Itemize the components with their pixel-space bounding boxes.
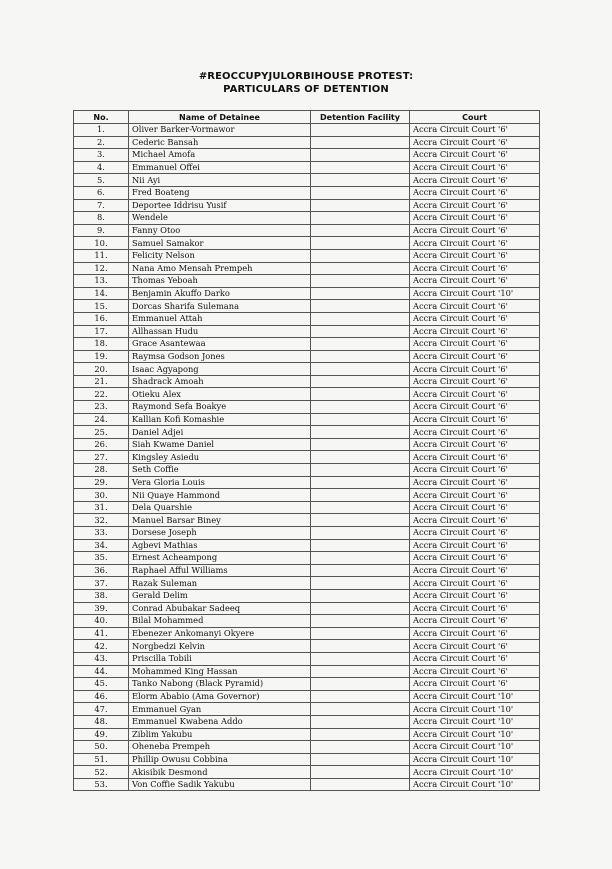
detainee-name: Thomas Yeboah xyxy=(129,275,311,288)
table-row xyxy=(74,615,540,628)
detention-facility xyxy=(311,124,410,137)
detention-facility xyxy=(311,766,410,779)
row-number: 46. xyxy=(74,690,129,703)
table-row xyxy=(74,363,540,376)
table-row xyxy=(74,766,540,779)
court-name: Accra Circuit Court '6' xyxy=(410,212,540,225)
detainee-name: Otieku Alex xyxy=(129,388,311,401)
row-number: 50. xyxy=(74,741,129,754)
detention-facility xyxy=(311,363,410,376)
row-number: 48. xyxy=(74,715,129,728)
detention-facility xyxy=(311,287,410,300)
court-name: Accra Circuit Court '10' xyxy=(410,287,540,300)
table-row xyxy=(74,212,540,225)
detention-facility xyxy=(311,489,410,502)
detainee-name: Wendele xyxy=(129,212,311,225)
detainee-name: Fred Boateng xyxy=(129,186,311,199)
court-name: Accra Circuit Court '6' xyxy=(410,464,540,477)
row-number: 47. xyxy=(74,703,129,716)
detention-facility xyxy=(311,741,410,754)
table-row xyxy=(74,136,540,149)
row-number: 19. xyxy=(74,350,129,363)
row-number: 8. xyxy=(74,212,129,225)
table-row xyxy=(74,300,540,313)
detainee-name: Norgbedzi Kelvin xyxy=(129,640,311,653)
detention-facility xyxy=(311,413,410,426)
table-row xyxy=(74,312,540,325)
court-name: Accra Circuit Court '6' xyxy=(410,237,540,250)
row-number: 41. xyxy=(74,627,129,640)
detainee-name: Tanko Nabong (Black Pyramid) xyxy=(129,678,311,691)
row-number: 34. xyxy=(74,539,129,552)
table-row xyxy=(74,149,540,162)
table-row xyxy=(74,451,540,464)
table-row xyxy=(74,589,540,602)
table-row xyxy=(74,527,540,540)
court-name: Accra Circuit Court '6' xyxy=(410,640,540,653)
table-row xyxy=(74,564,540,577)
table-row xyxy=(74,552,540,565)
table-row xyxy=(74,652,540,665)
court-name: Accra Circuit Court '6' xyxy=(410,275,540,288)
court-name: Accra Circuit Court '6' xyxy=(410,224,540,237)
detainee-name: Cederic Bansah xyxy=(129,136,311,149)
table-row xyxy=(74,690,540,703)
row-number: 39. xyxy=(74,602,129,615)
detainee-name: Akisibik Desmond xyxy=(129,766,311,779)
detention-facility xyxy=(311,312,410,325)
detainee-name: Dela Quarshie xyxy=(129,501,311,514)
detainee-name: Nii Quaye Hammond xyxy=(129,489,311,502)
table-row xyxy=(74,199,540,212)
court-name: Accra Circuit Court '6' xyxy=(410,249,540,262)
court-name: Accra Circuit Court '6' xyxy=(410,501,540,514)
table-body xyxy=(74,124,540,791)
court-name: Accra Circuit Court '10' xyxy=(410,766,540,779)
detainee-name: Seth Coffie xyxy=(129,464,311,477)
row-number: 10. xyxy=(74,237,129,250)
detention-facility xyxy=(311,678,410,691)
table-row xyxy=(74,464,540,477)
court-name: Accra Circuit Court '10' xyxy=(410,715,540,728)
row-number: 32. xyxy=(74,514,129,527)
detainee-name: Nii Ayi xyxy=(129,174,311,187)
table-row xyxy=(74,501,540,514)
table-row xyxy=(74,350,540,363)
row-number: 2. xyxy=(74,136,129,149)
detention-facility xyxy=(311,438,410,451)
court-name: Accra Circuit Court '6' xyxy=(410,350,540,363)
detention-facility xyxy=(311,237,410,250)
detention-facility xyxy=(311,174,410,187)
court-name: Accra Circuit Court '10' xyxy=(410,778,540,791)
row-number: 14. xyxy=(74,287,129,300)
court-name: Accra Circuit Court '6' xyxy=(410,401,540,414)
court-name: Accra Circuit Court '6' xyxy=(410,338,540,351)
court-name: Accra Circuit Court '10' xyxy=(410,703,540,716)
detainee-name: Allhassan Hudu xyxy=(129,325,311,338)
row-number: 28. xyxy=(74,464,129,477)
detention-facility xyxy=(311,527,410,540)
row-number: 27. xyxy=(74,451,129,464)
detainee-name: Ernest Acheampong xyxy=(129,552,311,565)
table-row xyxy=(74,224,540,237)
row-number: 37. xyxy=(74,577,129,590)
detainee-name: Felicity Nelson xyxy=(129,249,311,262)
header-name: Name of Detainee xyxy=(129,111,311,124)
detainee-name: Benjamin Akuffo Darko xyxy=(129,287,311,300)
detention-facility xyxy=(311,136,410,149)
table-row xyxy=(74,388,540,401)
detention-facility xyxy=(311,753,410,766)
row-number: 51. xyxy=(74,753,129,766)
table-row xyxy=(74,161,540,174)
table-row xyxy=(74,262,540,275)
row-number: 24. xyxy=(74,413,129,426)
court-name: Accra Circuit Court '6' xyxy=(410,124,540,137)
court-name: Accra Circuit Court '6' xyxy=(410,652,540,665)
row-number: 21. xyxy=(74,375,129,388)
court-name: Accra Circuit Court '6' xyxy=(410,489,540,502)
detention-facility xyxy=(311,728,410,741)
court-name: Accra Circuit Court '6' xyxy=(410,199,540,212)
table-row xyxy=(74,237,540,250)
detainee-name: Mohammed King Hassan xyxy=(129,665,311,678)
court-name: Accra Circuit Court '6' xyxy=(410,300,540,313)
detainee-name: Daniel Adjei xyxy=(129,426,311,439)
row-number: 5. xyxy=(74,174,129,187)
detainee-name: Bilal Mohammed xyxy=(129,615,311,628)
table-row xyxy=(74,715,540,728)
row-number: 29. xyxy=(74,476,129,489)
detention-facility xyxy=(311,690,410,703)
detainee-name: Gerald Delim xyxy=(129,589,311,602)
detention-facility xyxy=(311,652,410,665)
detainee-name: Oliver Barker-Vormawor xyxy=(129,124,311,137)
table-row xyxy=(74,640,540,653)
detention-facility xyxy=(311,615,410,628)
detention-facility xyxy=(311,703,410,716)
court-name: Accra Circuit Court '6' xyxy=(410,325,540,338)
row-number: 11. xyxy=(74,249,129,262)
table-row xyxy=(74,287,540,300)
detention-table xyxy=(73,110,540,791)
detention-facility xyxy=(311,350,410,363)
detainee-name: Siah Kwame Daniel xyxy=(129,438,311,451)
table-row xyxy=(74,401,540,414)
table-row xyxy=(74,426,540,439)
detainee-name: Raphael Afful Williams xyxy=(129,564,311,577)
detention-facility xyxy=(311,552,410,565)
court-name: Accra Circuit Court '6' xyxy=(410,451,540,464)
detention-facility xyxy=(311,249,410,262)
row-number: 44. xyxy=(74,665,129,678)
row-number: 4. xyxy=(74,161,129,174)
detainee-name: Shadrack Amoah xyxy=(129,375,311,388)
table-row xyxy=(74,249,540,262)
row-number: 53. xyxy=(74,778,129,791)
detention-facility xyxy=(311,161,410,174)
row-number: 1. xyxy=(74,124,129,137)
detention-facility xyxy=(311,338,410,351)
row-number: 7. xyxy=(74,199,129,212)
court-name: Accra Circuit Court '6' xyxy=(410,375,540,388)
detention-facility xyxy=(311,564,410,577)
detainee-name: Michael Amofa xyxy=(129,149,311,162)
detainee-name: Raymond Sefa Boakye xyxy=(129,401,311,414)
court-name: Accra Circuit Court '10' xyxy=(410,741,540,754)
court-name: Accra Circuit Court '6' xyxy=(410,136,540,149)
detention-facility xyxy=(311,262,410,275)
row-number: 36. xyxy=(74,564,129,577)
court-name: Accra Circuit Court '6' xyxy=(410,363,540,376)
court-name: Accra Circuit Court '6' xyxy=(410,665,540,678)
row-number: 52. xyxy=(74,766,129,779)
table-row xyxy=(74,741,540,754)
detainee-name: Oheneba Prempeh xyxy=(129,741,311,754)
detainee-name: Elorm Ababio (Ama Governor) xyxy=(129,690,311,703)
detainee-name: Ebenezer Ankomanyi Okyere xyxy=(129,627,311,640)
header-court: Court xyxy=(410,111,540,124)
detainee-name: Ziblim Yakubu xyxy=(129,728,311,741)
detainee-name: Kingsley Asiedu xyxy=(129,451,311,464)
row-number: 23. xyxy=(74,401,129,414)
detainee-name: Isaac Agyapong xyxy=(129,363,311,376)
table-row xyxy=(74,602,540,615)
row-number: 12. xyxy=(74,262,129,275)
detention-facility xyxy=(311,401,410,414)
court-name: Accra Circuit Court '6' xyxy=(410,186,540,199)
table-row xyxy=(74,413,540,426)
table-row xyxy=(74,678,540,691)
court-name: Accra Circuit Court '6' xyxy=(410,627,540,640)
header-facility: Detention Facility xyxy=(311,111,410,124)
row-number: 25. xyxy=(74,426,129,439)
row-number: 33. xyxy=(74,527,129,540)
court-name: Accra Circuit Court '6' xyxy=(410,388,540,401)
row-number: 15. xyxy=(74,300,129,313)
row-number: 3. xyxy=(74,149,129,162)
detention-facility xyxy=(311,451,410,464)
court-name: Accra Circuit Court '6' xyxy=(410,312,540,325)
detainee-name: Vera Gloria Louis xyxy=(129,476,311,489)
document-subtitle: PARTICULARS OF DETENTION xyxy=(223,84,389,95)
table-row xyxy=(74,275,540,288)
detention-facility xyxy=(311,426,410,439)
row-number: 13. xyxy=(74,275,129,288)
detention-facility xyxy=(311,275,410,288)
detainee-name: Agbevi Mathias xyxy=(129,539,311,552)
table-row xyxy=(74,186,540,199)
court-name: Accra Circuit Court '6' xyxy=(410,413,540,426)
table-row xyxy=(74,375,540,388)
detention-facility xyxy=(311,224,410,237)
detention-facility xyxy=(311,589,410,602)
detention-facility xyxy=(311,514,410,527)
table-row xyxy=(74,124,540,137)
detention-facility xyxy=(311,212,410,225)
row-number: 35. xyxy=(74,552,129,565)
table-row xyxy=(74,728,540,741)
detention-facility xyxy=(311,715,410,728)
table-row xyxy=(74,703,540,716)
court-name: Accra Circuit Court '6' xyxy=(410,161,540,174)
detention-facility xyxy=(311,602,410,615)
table-row xyxy=(74,539,540,552)
row-number: 6. xyxy=(74,186,129,199)
detention-facility xyxy=(311,464,410,477)
table-row xyxy=(74,778,540,791)
table-row xyxy=(74,514,540,527)
row-number: 9. xyxy=(74,224,129,237)
detention-facility xyxy=(311,539,410,552)
row-number: 31. xyxy=(74,501,129,514)
detainee-name: Conrad Abubakar Sadeeq xyxy=(129,602,311,615)
table-row xyxy=(74,325,540,338)
table-row xyxy=(74,338,540,351)
detainee-name: Emmanuel Attah xyxy=(129,312,311,325)
detention-facility xyxy=(311,388,410,401)
court-name: Accra Circuit Court '6' xyxy=(410,174,540,187)
row-number: 16. xyxy=(74,312,129,325)
detention-facility xyxy=(311,375,410,388)
detainee-name: Phillip Owusu Cobbina xyxy=(129,753,311,766)
table-row xyxy=(74,174,540,187)
detainee-name: Manuel Barsar Biney xyxy=(129,514,311,527)
court-name: Accra Circuit Court '10' xyxy=(410,690,540,703)
court-name: Accra Circuit Court '6' xyxy=(410,589,540,602)
detainee-name: Emmanuel Offei xyxy=(129,161,311,174)
court-name: Accra Circuit Court '6' xyxy=(410,426,540,439)
table-row xyxy=(74,627,540,640)
detention-facility xyxy=(311,325,410,338)
court-name: Accra Circuit Court '6' xyxy=(410,615,540,628)
detention-facility xyxy=(311,501,410,514)
detainee-name: Kallian Kofi Komashie xyxy=(129,413,311,426)
detainee-name: Dorsese Joseph xyxy=(129,527,311,540)
court-name: Accra Circuit Court '6' xyxy=(410,678,540,691)
court-name: Accra Circuit Court '10' xyxy=(410,753,540,766)
table-row xyxy=(74,438,540,451)
court-name: Accra Circuit Court '6' xyxy=(410,149,540,162)
detainee-name: Fanny Otoo xyxy=(129,224,311,237)
court-name: Accra Circuit Court '10' xyxy=(410,728,540,741)
table-row xyxy=(74,753,540,766)
row-number: 49. xyxy=(74,728,129,741)
row-number: 40. xyxy=(74,615,129,628)
detention-facility xyxy=(311,665,410,678)
row-number: 45. xyxy=(74,678,129,691)
detainee-name: Razak Suleman xyxy=(129,577,311,590)
detention-facility xyxy=(311,476,410,489)
table-row xyxy=(74,489,540,502)
detainee-name: Grace Asantewaa xyxy=(129,338,311,351)
detention-facility xyxy=(311,186,410,199)
detention-facility xyxy=(311,149,410,162)
court-name: Accra Circuit Court '6' xyxy=(410,514,540,527)
table-header-row xyxy=(74,111,540,124)
court-name: Accra Circuit Court '6' xyxy=(410,539,540,552)
row-number: 18. xyxy=(74,338,129,351)
row-number: 26. xyxy=(74,438,129,451)
detainee-name: Dorcas Sharifa Sulemana xyxy=(129,300,311,313)
table-row xyxy=(74,476,540,489)
table-row xyxy=(74,665,540,678)
document-title: #REOCCUPYJULORBIHOUSE PROTEST: xyxy=(198,71,414,82)
row-number: 38. xyxy=(74,589,129,602)
detainee-name: Emmanuel Kwabena Addo xyxy=(129,715,311,728)
court-name: Accra Circuit Court '6' xyxy=(410,564,540,577)
detainee-name: Emmanuel Gyan xyxy=(129,703,311,716)
court-name: Accra Circuit Court '6' xyxy=(410,527,540,540)
detainee-name: Deportee Iddrisu Yusif xyxy=(129,199,311,212)
header-no: No. xyxy=(74,111,129,124)
detention-facility xyxy=(311,627,410,640)
court-name: Accra Circuit Court '6' xyxy=(410,476,540,489)
court-name: Accra Circuit Court '6' xyxy=(410,602,540,615)
detainee-name: Nana Amo Mensah Prempeh xyxy=(129,262,311,275)
table-row xyxy=(74,577,540,590)
row-number: 22. xyxy=(74,388,129,401)
court-name: Accra Circuit Court '6' xyxy=(410,262,540,275)
court-name: Accra Circuit Court '6' xyxy=(410,552,540,565)
row-number: 43. xyxy=(74,652,129,665)
row-number: 42. xyxy=(74,640,129,653)
detention-facility xyxy=(311,577,410,590)
court-name: Accra Circuit Court '6' xyxy=(410,577,540,590)
detention-facility xyxy=(311,778,410,791)
detainee-name: Samuel Samakor xyxy=(129,237,311,250)
row-number: 30. xyxy=(74,489,129,502)
detention-facility xyxy=(311,640,410,653)
detention-facility xyxy=(311,199,410,212)
row-number: 20. xyxy=(74,363,129,376)
detention-facility xyxy=(311,300,410,313)
detainee-name: Priscilla Tobili xyxy=(129,652,311,665)
detainee-name: Raymsa Godson Jones xyxy=(129,350,311,363)
row-number: 17. xyxy=(74,325,129,338)
detainee-name: Von Coffie Sadik Yakubu xyxy=(129,778,311,791)
court-name: Accra Circuit Court '6' xyxy=(410,438,540,451)
